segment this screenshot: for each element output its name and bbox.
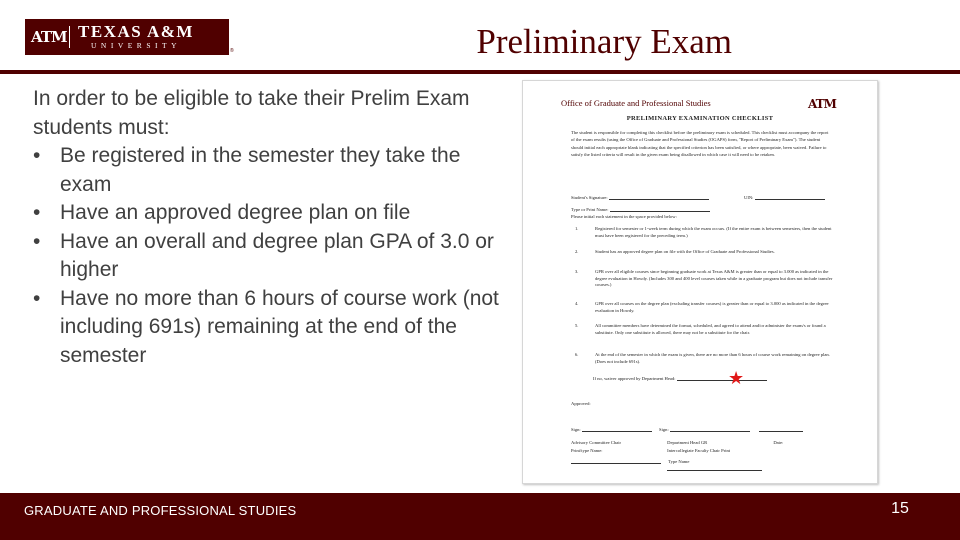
doc-approved-label: Approved: bbox=[571, 401, 591, 406]
doc-intercollegiate: Intercollegiate Faculty Chair Print bbox=[667, 448, 731, 453]
checklist-document-image bbox=[522, 80, 878, 484]
doc-item-number: 4. bbox=[575, 301, 579, 306]
title-rule bbox=[0, 70, 960, 74]
tamu-logo bbox=[25, 19, 229, 55]
list-item-text: Be registered in the semester they take the exam bbox=[60, 144, 461, 196]
bullet-icon: • bbox=[33, 144, 41, 167]
doc-final-line-row bbox=[667, 465, 762, 471]
doc-type-name-row bbox=[571, 458, 689, 464]
doc-office-name: Office of Graduate and Professional Studies bbox=[561, 98, 711, 108]
atm-logo-mark: ATM bbox=[31, 28, 67, 46]
doc-intro: The student is responsible for completing this checklist before the preliminary exam is scheduled. This checklist must accompany the report of the exam results (using the Office of Graduate and Professional Studies (OGAPS) form, "Report of Preliminary Exam"). The student should initial each appropriate blank indicating that the specified criterion has been satisfied, or where appropriate, been waived. Failure to satisfy the listed criteria will result in the given exam being disallowed in which case it will need to be retaken. bbox=[571, 130, 829, 157]
doc-item-number: 2. bbox=[575, 249, 579, 254]
doc-signature-line bbox=[609, 194, 709, 200]
logo-wordmark bbox=[78, 24, 194, 50]
doc-item-text: All committee members have determined the format, scheduled, and agreed to attend and/or administer the exam/s or found a substitute. Only one substitute is allowed, there may not be a substitute for the chair. bbox=[595, 323, 826, 335]
doc-sign-row bbox=[571, 426, 803, 432]
doc-sign-label: Sign: bbox=[659, 427, 669, 432]
list-item bbox=[33, 199, 503, 228]
doc-print-row bbox=[571, 448, 730, 453]
slide-title: Preliminary Exam bbox=[476, 22, 732, 61]
doc-sign-line bbox=[670, 426, 750, 432]
doc-advisory-chair: Advisory Committee Chair bbox=[571, 440, 622, 445]
doc-print-name-row bbox=[571, 206, 710, 212]
list-item-text: Have an approved degree plan on file bbox=[60, 201, 411, 224]
doc-sign-line bbox=[582, 426, 652, 432]
doc-print-name-label: Type or Print Name: bbox=[571, 207, 609, 212]
doc-date-line bbox=[759, 426, 803, 432]
doc-item-number: 6. bbox=[575, 352, 579, 357]
list-item bbox=[33, 228, 503, 285]
doc-item-text: GPR over all eligible courses since beginning graduate work at Texas A&M is greater than or equal to 3.000 as indicated in the degree evaluation in Howdy. (Includes 300 and 400 level courses taken while in a graduate program but does not include transfer courses.) bbox=[595, 269, 833, 288]
bullet-icon: • bbox=[33, 286, 41, 310]
doc-item-number: 3. bbox=[575, 269, 579, 274]
doc-sign-label: Sign: bbox=[571, 427, 581, 432]
doc-atm-logo-icon: ATM bbox=[808, 97, 836, 111]
body-text bbox=[33, 85, 503, 370]
registered-mark-icon: ® bbox=[230, 48, 234, 54]
logo-subtitle: UNIVERSITY bbox=[90, 41, 181, 50]
doc-waiver-label: If no, waiver approved by Department Head: bbox=[593, 376, 676, 381]
bullet-icon: • bbox=[33, 229, 41, 253]
doc-signature-label: Student's Signature: bbox=[571, 195, 608, 200]
logo-divider bbox=[69, 26, 70, 48]
doc-print-type-name: Print/type Name: bbox=[571, 448, 603, 453]
doc-item-number: 5. bbox=[575, 323, 579, 328]
doc-item-text: Student has an approved degree plan on file with the Office of Graduate and Professional Studies. bbox=[595, 249, 775, 254]
doc-final-line bbox=[667, 465, 762, 471]
bullet-icon: • bbox=[33, 201, 41, 224]
list-item bbox=[33, 142, 503, 199]
doc-item-number: 1. bbox=[575, 226, 579, 231]
doc-signature-row bbox=[571, 194, 825, 200]
logo-name: TEXAS A&M bbox=[78, 22, 194, 41]
doc-dept-head: Department Head GR bbox=[667, 440, 708, 445]
list-item bbox=[33, 285, 503, 371]
doc-item-text: GPR over all courses on the degree plan (excluding transfer courses) is greater than or equal to 3.000 as indicated in the degree evaluation in Howdy. bbox=[595, 301, 829, 313]
requirements-list bbox=[33, 142, 503, 370]
list-item-text: Have an overall and degree plan GPA of 3.0 or higher bbox=[60, 229, 494, 281]
doc-uin-line bbox=[755, 194, 825, 200]
doc-print-name-line bbox=[610, 206, 710, 212]
doc-waiver-line bbox=[677, 375, 767, 381]
doc-item-text: Registered for semester or 1-week term during which the exam occurs. (If the entire exam is between semesters, then the student must have been registered for the preceding term.) bbox=[595, 226, 832, 238]
page-number: 15 bbox=[891, 500, 909, 517]
doc-type-name: Type Name bbox=[668, 459, 690, 464]
doc-instructions: Please initial each statement in the space provided below: bbox=[571, 214, 677, 219]
star-icon: ★ bbox=[728, 368, 745, 388]
intro-text: In order to be eligible to take their Prelim Exam students must: bbox=[33, 87, 470, 139]
doc-title: PRELIMINARY EXAMINATION CHECKLIST bbox=[626, 115, 774, 122]
doc-print-line bbox=[571, 458, 661, 464]
checklist-document bbox=[523, 81, 877, 483]
doc-date-label: Date: bbox=[773, 440, 784, 445]
doc-item-text: At the end of the semester in which the exam is given, there are no more than 6 hours of course work remaining on degree plan. (Does not include 691s). bbox=[595, 352, 830, 364]
doc-uin-label: UIN: bbox=[744, 195, 754, 200]
doc-role-row bbox=[571, 440, 783, 445]
list-item-text: Have no more than 6 hours of course work (not including 691s) remaining at the end of the semester bbox=[60, 286, 499, 367]
footer-label: GRADUATE AND PROFESSIONAL STUDIES bbox=[24, 503, 297, 518]
